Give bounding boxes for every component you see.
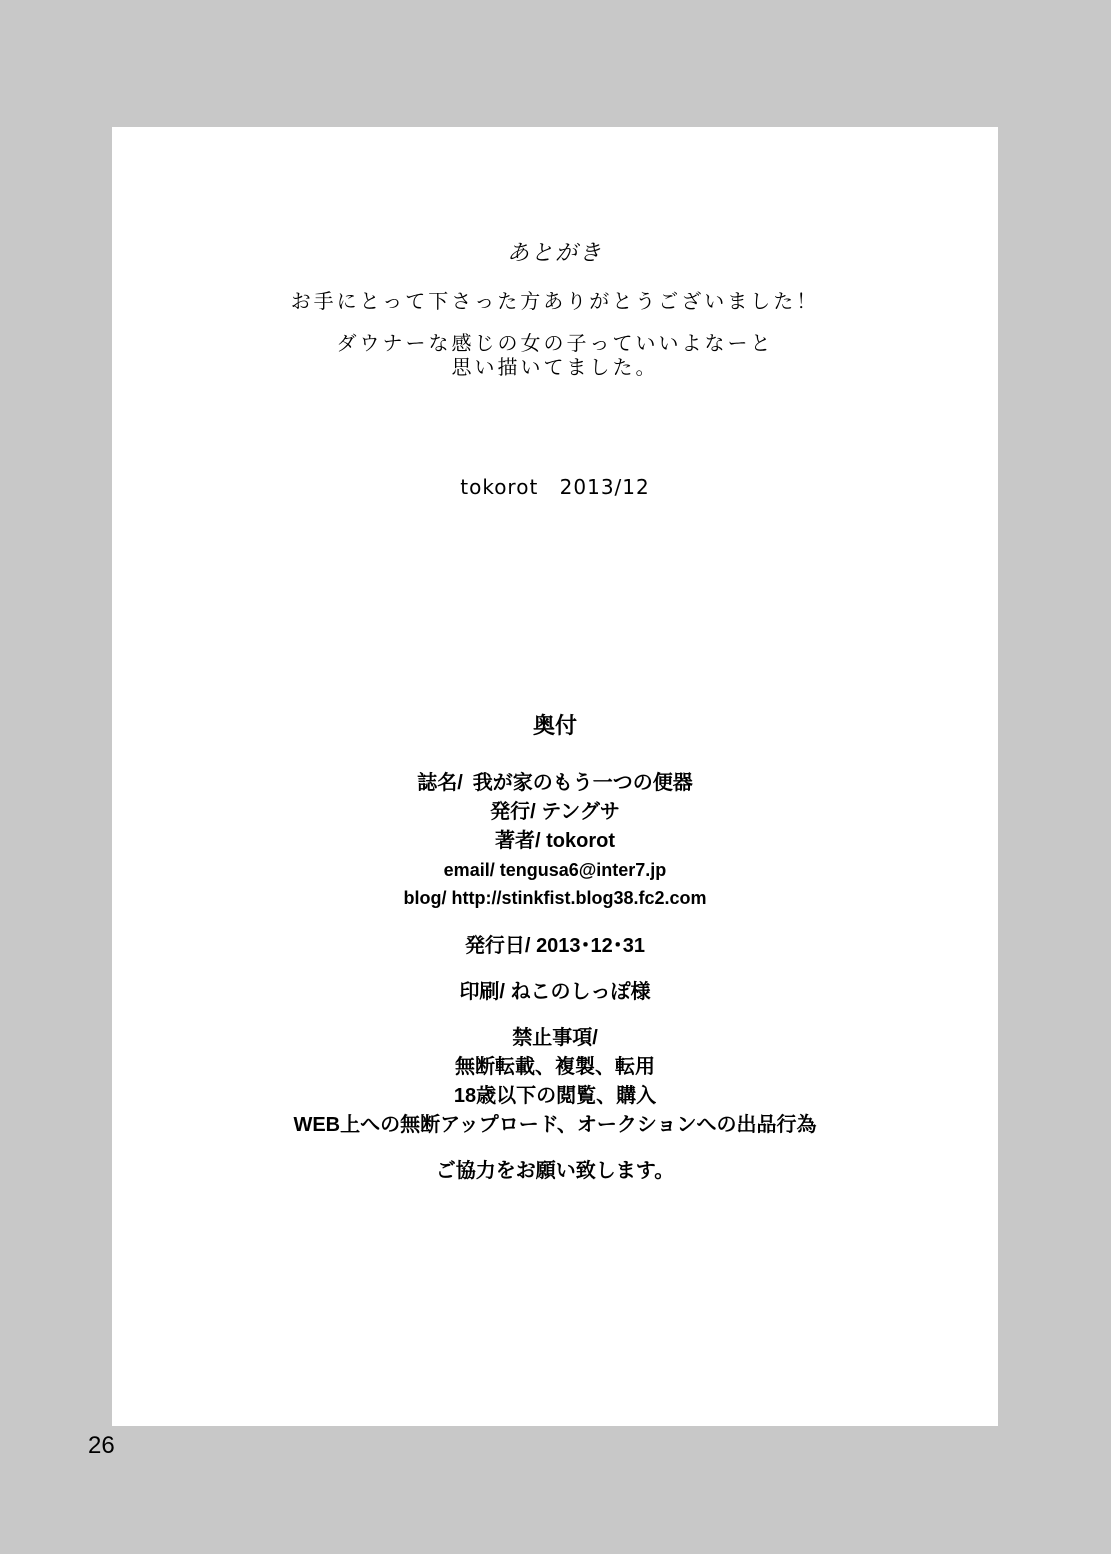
signature-date: 2013/12: [559, 475, 650, 499]
issue-date-label: 発行日/: [464, 935, 531, 957]
author-row: [112, 827, 998, 856]
author-label: 著者/: [494, 830, 541, 852]
printer-row: [112, 978, 998, 1007]
page-number: 26: [88, 1432, 115, 1459]
issue-date: 2013･12･31: [536, 935, 646, 957]
printer: ねこのしっぽ様: [510, 981, 651, 1003]
blog: http://stinkfist.blog38.fc2.com: [451, 888, 707, 908]
signature-author: tokorot: [460, 475, 539, 499]
issue-date-row: [112, 932, 998, 961]
afterword-line: 思い描いてました。: [451, 355, 659, 379]
afterword-line: ダウナーな感じの女の子っていいよなーと: [336, 331, 774, 355]
email-label: email/: [443, 860, 495, 880]
colophon: [112, 711, 998, 1186]
email-row: [112, 856, 998, 884]
page-sheet: [112, 127, 998, 1426]
email: tengusa6@inter7.jp: [499, 860, 667, 880]
afterword-signature: [112, 473, 998, 501]
blog-label: blog/: [403, 888, 447, 908]
prohibited-item: WEB上への無断アップロード、オークションへの出品行為: [293, 1114, 817, 1136]
publisher-row: [112, 798, 998, 827]
author: tokorot: [546, 830, 615, 852]
book-title-label: 誌名/: [417, 772, 463, 794]
printer-label: 印刷/: [459, 981, 505, 1003]
afterword-heading: あとがき: [506, 241, 603, 266]
colophon-title: 奥付: [532, 713, 577, 738]
afterword: [112, 237, 998, 379]
prohibited-item: 無断転載、複製、転用: [455, 1056, 655, 1078]
prohibited-item: 18歳以下の閲覧、購入: [453, 1085, 657, 1107]
afterword-thanks: お手にとって下さった方ありがとうございました！: [290, 289, 820, 313]
book-title-row: [112, 769, 998, 798]
request-text: ご協力をお願い致します。: [435, 1160, 675, 1182]
book-title: 我が家のもう一つの便器: [472, 772, 693, 794]
publisher-label: 発行/: [490, 801, 536, 823]
blog-row: [112, 884, 998, 912]
prohibited-label: 禁止事項/: [512, 1027, 598, 1049]
publisher: テングサ: [541, 801, 620, 823]
